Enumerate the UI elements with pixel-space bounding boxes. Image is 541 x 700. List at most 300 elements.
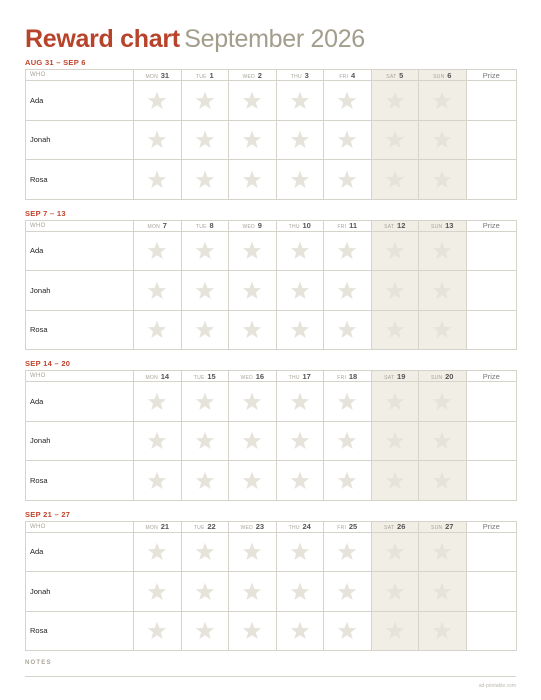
star-cell[interactable]	[134, 310, 182, 350]
star-cell[interactable]	[181, 310, 229, 350]
day-date: 13	[445, 221, 454, 230]
week-block	[25, 359, 516, 501]
star-icon	[372, 621, 419, 640]
star-icon	[419, 392, 466, 411]
prize-cell[interactable]	[466, 271, 517, 311]
day-header	[181, 521, 229, 532]
day-name: THU	[290, 73, 302, 80]
prize-cell[interactable]	[466, 421, 517, 461]
day-name: SAT	[384, 374, 395, 381]
star-cell[interactable]	[419, 421, 467, 461]
day-name: FRI	[337, 224, 347, 230]
star-cell[interactable]	[419, 382, 467, 422]
star-icon	[229, 170, 276, 189]
star-icon	[372, 392, 419, 411]
star-cell[interactable]	[371, 120, 419, 160]
star-cell[interactable]	[134, 461, 182, 501]
day-date: 20	[445, 371, 454, 381]
star-icon	[134, 170, 181, 189]
star-cell[interactable]	[181, 271, 229, 311]
day-date: 25	[348, 522, 358, 531]
day-name: MON	[145, 73, 159, 80]
star-icon	[229, 91, 276, 110]
day-name: MON	[145, 525, 159, 531]
day-date: 3	[304, 70, 309, 80]
day-date: 5	[399, 70, 404, 80]
day-name: FRI	[339, 73, 349, 80]
star-cell[interactable]	[324, 160, 372, 200]
day-name: THU	[288, 374, 300, 381]
person-name: Rosa	[26, 611, 134, 651]
week-table	[25, 370, 517, 501]
star-icon	[277, 170, 324, 189]
person-name: Ada	[26, 81, 134, 121]
day-name: SUN	[431, 374, 443, 381]
star-cell[interactable]	[276, 231, 324, 271]
star-icon	[277, 130, 324, 149]
day-header	[324, 371, 372, 382]
star-cell[interactable]	[229, 271, 277, 311]
star-icon	[324, 471, 371, 490]
title-bold: Reward chart	[25, 25, 180, 53]
star-icon	[134, 621, 181, 640]
star-cell[interactable]	[276, 271, 324, 311]
prize-cell[interactable]	[466, 572, 517, 612]
star-cell[interactable]	[181, 532, 229, 572]
star-icon	[134, 320, 181, 339]
day-date: 9	[257, 221, 262, 230]
star-icon	[324, 392, 371, 411]
star-icon	[182, 582, 229, 601]
star-icon	[229, 621, 276, 640]
star-cell[interactable]	[181, 421, 229, 461]
star-cell[interactable]	[134, 160, 182, 200]
star-cell[interactable]	[134, 421, 182, 461]
star-cell[interactable]	[276, 310, 324, 350]
prize-header: Prize	[466, 70, 517, 81]
star-cell[interactable]	[276, 120, 324, 160]
day-name: SAT	[384, 525, 395, 531]
day-date: 17	[302, 371, 311, 381]
star-cell[interactable]	[276, 611, 324, 651]
weeks-container	[25, 58, 516, 651]
star-cell[interactable]	[229, 120, 277, 160]
star-cell[interactable]	[324, 421, 372, 461]
star-icon	[419, 130, 466, 149]
week-label: SEP 14 – 20	[25, 359, 71, 368]
star-icon	[419, 621, 466, 640]
day-header	[229, 521, 277, 532]
day-name: THU	[288, 525, 300, 531]
day-header	[419, 371, 467, 382]
star-icon	[324, 130, 371, 149]
day-name: WED	[240, 525, 254, 531]
prize-cell[interactable]	[466, 160, 517, 200]
person-name: Ada	[26, 532, 134, 572]
star-icon	[229, 431, 276, 450]
table-row	[26, 532, 517, 572]
star-cell[interactable]	[419, 572, 467, 612]
star-cell[interactable]	[229, 310, 277, 350]
star-cell[interactable]	[324, 461, 372, 501]
table-row	[26, 81, 517, 121]
day-date: 14	[160, 371, 170, 381]
star-icon	[419, 281, 466, 300]
day-date: 18	[348, 371, 358, 381]
star-icon	[182, 320, 229, 339]
who-header: WHO	[26, 371, 134, 382]
day-header	[371, 371, 419, 382]
star-icon	[324, 281, 371, 300]
prize-header: Prize	[466, 220, 517, 231]
star-cell[interactable]	[419, 271, 467, 311]
person-name: Jonah	[26, 120, 134, 160]
table-row	[26, 231, 517, 271]
star-cell[interactable]	[181, 611, 229, 651]
week-block	[25, 209, 516, 351]
day-date: 27	[445, 522, 454, 531]
star-icon	[277, 621, 324, 640]
star-icon	[277, 281, 324, 300]
star-cell[interactable]	[371, 81, 419, 121]
star-cell[interactable]	[229, 160, 277, 200]
star-cell[interactable]	[181, 231, 229, 271]
star-cell[interactable]	[324, 81, 372, 121]
star-cell[interactable]	[419, 231, 467, 271]
star-icon	[372, 471, 419, 490]
day-header	[229, 220, 277, 231]
star-icon	[182, 542, 229, 561]
person-name: Ada	[26, 382, 134, 422]
person-name: Jonah	[26, 572, 134, 612]
star-cell[interactable]	[229, 81, 277, 121]
star-cell[interactable]	[324, 310, 372, 350]
day-name: FRI	[337, 525, 347, 531]
star-cell[interactable]	[134, 231, 182, 271]
star-icon	[134, 392, 181, 411]
star-cell[interactable]	[181, 81, 229, 121]
star-icon	[324, 170, 371, 189]
day-name: WED	[242, 73, 256, 80]
star-cell[interactable]	[134, 81, 182, 121]
star-cell[interactable]	[371, 271, 419, 311]
star-icon	[419, 241, 466, 260]
notes-label: NOTES	[25, 660, 52, 666]
table-row	[26, 382, 517, 422]
person-name: Rosa	[26, 461, 134, 501]
star-icon	[182, 392, 229, 411]
who-header: WHO	[26, 521, 134, 532]
star-icon	[229, 542, 276, 561]
reward-chart-page	[25, 24, 516, 666]
star-cell[interactable]	[371, 310, 419, 350]
star-cell[interactable]	[229, 231, 277, 271]
day-header	[276, 70, 324, 81]
star-cell[interactable]	[324, 532, 372, 572]
person-name: Rosa	[26, 160, 134, 200]
star-icon	[419, 542, 466, 561]
star-cell[interactable]	[371, 231, 419, 271]
table-row	[26, 120, 517, 160]
star-cell[interactable]	[324, 611, 372, 651]
day-header	[229, 70, 277, 81]
day-date: 2	[257, 70, 262, 80]
day-name: TUE	[193, 374, 205, 381]
star-cell[interactable]	[276, 421, 324, 461]
day-header	[324, 521, 372, 532]
star-cell[interactable]	[324, 271, 372, 311]
prize-cell[interactable]	[466, 231, 517, 271]
star-cell[interactable]	[324, 231, 372, 271]
star-icon	[277, 582, 324, 601]
prize-cell[interactable]	[466, 120, 517, 160]
star-icon	[182, 91, 229, 110]
star-icon	[229, 582, 276, 601]
star-cell[interactable]	[229, 532, 277, 572]
star-icon	[372, 91, 419, 110]
prize-cell[interactable]	[466, 310, 517, 350]
person-name: Ada	[26, 231, 134, 271]
star-icon	[372, 170, 419, 189]
notes-line	[25, 676, 516, 677]
star-icon	[372, 281, 419, 300]
star-cell[interactable]	[134, 271, 182, 311]
star-cell[interactable]	[276, 532, 324, 572]
who-header: WHO	[26, 220, 134, 231]
star-icon	[324, 582, 371, 601]
person-name: Rosa	[26, 310, 134, 350]
star-icon	[229, 392, 276, 411]
week-table	[25, 521, 517, 652]
star-icon	[419, 170, 466, 189]
day-name: WED	[242, 224, 256, 230]
star-cell[interactable]	[371, 421, 419, 461]
star-cell[interactable]	[371, 572, 419, 612]
day-name: MON	[147, 224, 161, 230]
page-title	[25, 24, 516, 54]
day-date: 26	[397, 522, 406, 531]
star-cell[interactable]	[229, 461, 277, 501]
star-icon	[134, 130, 181, 149]
day-header	[181, 371, 229, 382]
star-icon	[419, 431, 466, 450]
week-block	[25, 510, 516, 652]
star-icon	[419, 471, 466, 490]
day-date: 10	[302, 221, 311, 230]
day-date: 8	[209, 221, 214, 230]
star-icon	[182, 281, 229, 300]
star-cell[interactable]	[229, 572, 277, 612]
who-header: WHO	[26, 70, 134, 81]
star-icon	[229, 130, 276, 149]
star-icon	[277, 431, 324, 450]
week-label: AUG 31 – SEP 6	[25, 58, 86, 67]
star-icon	[324, 621, 371, 640]
star-cell[interactable]	[134, 611, 182, 651]
star-cell[interactable]	[181, 382, 229, 422]
star-icon	[324, 320, 371, 339]
star-icon	[372, 241, 419, 260]
day-name: SAT	[386, 73, 397, 80]
star-icon	[134, 542, 181, 561]
table-row	[26, 461, 517, 501]
day-name: SUN	[433, 73, 445, 80]
star-cell[interactable]	[419, 120, 467, 160]
star-cell[interactable]	[419, 160, 467, 200]
star-cell[interactable]	[229, 421, 277, 461]
star-icon	[277, 241, 324, 260]
star-icon	[372, 130, 419, 149]
day-header	[419, 521, 467, 532]
star-cell[interactable]	[371, 461, 419, 501]
star-cell[interactable]	[181, 120, 229, 160]
star-cell[interactable]	[181, 572, 229, 612]
day-name: TUE	[195, 73, 207, 80]
star-cell[interactable]	[134, 572, 182, 612]
star-icon	[182, 621, 229, 640]
day-name: SUN	[431, 525, 443, 531]
star-icon	[182, 130, 229, 149]
star-icon	[277, 471, 324, 490]
star-cell[interactable]	[276, 572, 324, 612]
day-date: 16	[255, 371, 265, 381]
table-row	[26, 271, 517, 311]
day-header	[371, 70, 419, 81]
star-icon	[229, 471, 276, 490]
day-header	[371, 220, 419, 231]
day-header	[134, 220, 182, 231]
star-cell[interactable]	[419, 532, 467, 572]
star-cell[interactable]	[134, 382, 182, 422]
star-cell[interactable]	[276, 81, 324, 121]
day-name: TUE	[195, 224, 207, 230]
day-header	[276, 371, 324, 382]
day-header	[134, 371, 182, 382]
star-icon	[182, 241, 229, 260]
prize-cell[interactable]	[466, 81, 517, 121]
table-row	[26, 160, 517, 200]
week-table	[25, 69, 517, 200]
day-date: 31	[160, 70, 170, 80]
star-icon	[324, 542, 371, 561]
star-icon	[277, 91, 324, 110]
star-icon	[229, 281, 276, 300]
star-icon	[182, 431, 229, 450]
day-name: MON	[145, 374, 159, 381]
star-cell[interactable]	[371, 532, 419, 572]
star-icon	[372, 542, 419, 561]
star-icon	[134, 582, 181, 601]
footer-credit: ad-printable.com	[478, 683, 516, 689]
star-icon	[229, 320, 276, 339]
prize-cell[interactable]	[466, 532, 517, 572]
star-icon	[419, 320, 466, 339]
prize-cell[interactable]	[466, 611, 517, 651]
day-header	[181, 220, 229, 231]
day-header	[324, 70, 372, 81]
star-cell[interactable]	[371, 160, 419, 200]
star-cell[interactable]	[371, 611, 419, 651]
star-cell[interactable]	[419, 611, 467, 651]
week-label: SEP 7 – 13	[25, 208, 66, 218]
star-icon	[277, 542, 324, 561]
day-date: 22	[207, 522, 216, 531]
day-header	[324, 220, 372, 231]
star-icon	[324, 431, 371, 450]
star-icon	[134, 281, 181, 300]
day-date: 1	[209, 70, 214, 80]
star-cell[interactable]	[134, 532, 182, 572]
prize-cell[interactable]	[466, 382, 517, 422]
day-date: 23	[255, 522, 265, 531]
star-icon	[134, 91, 181, 110]
star-cell[interactable]	[134, 120, 182, 160]
table-row	[26, 310, 517, 350]
star-cell[interactable]	[181, 461, 229, 501]
day-date: 19	[397, 371, 406, 381]
day-name: THU	[288, 224, 300, 230]
title-light: September 2026	[184, 25, 365, 53]
star-cell[interactable]	[276, 160, 324, 200]
star-cell[interactable]	[419, 461, 467, 501]
star-cell[interactable]	[419, 81, 467, 121]
star-cell[interactable]	[324, 120, 372, 160]
star-icon	[324, 241, 371, 260]
day-header	[419, 70, 467, 81]
star-icon	[182, 471, 229, 490]
star-icon	[134, 241, 181, 260]
star-cell[interactable]	[276, 382, 324, 422]
day-date: 11	[349, 221, 358, 230]
star-cell[interactable]	[229, 611, 277, 651]
day-date: 21	[160, 522, 170, 531]
star-icon	[419, 91, 466, 110]
star-icon	[372, 582, 419, 601]
day-header	[276, 220, 324, 231]
week-block	[25, 58, 516, 200]
day-header	[276, 521, 324, 532]
person-name: Jonah	[26, 271, 134, 311]
star-cell[interactable]	[324, 382, 372, 422]
table-row	[26, 421, 517, 461]
day-date: 24	[302, 522, 311, 531]
star-cell[interactable]	[419, 310, 467, 350]
person-name: Jonah	[26, 421, 134, 461]
star-icon	[372, 431, 419, 450]
day-name: SAT	[384, 224, 395, 230]
star-cell[interactable]	[276, 461, 324, 501]
star-cell[interactable]	[324, 572, 372, 612]
day-header	[134, 521, 182, 532]
star-cell[interactable]	[181, 160, 229, 200]
star-icon	[277, 320, 324, 339]
day-date: 15	[207, 371, 216, 381]
star-icon	[134, 471, 181, 490]
day-date: 7	[162, 221, 167, 230]
star-icon	[229, 241, 276, 260]
star-icon	[134, 431, 181, 450]
day-name: FRI	[337, 374, 347, 381]
day-header	[181, 70, 229, 81]
prize-cell[interactable]	[466, 461, 517, 501]
week-table	[25, 220, 517, 351]
day-header	[371, 521, 419, 532]
star-cell[interactable]	[371, 382, 419, 422]
star-cell[interactable]	[229, 382, 277, 422]
star-icon	[182, 170, 229, 189]
table-row	[26, 611, 517, 651]
day-header	[229, 371, 277, 382]
